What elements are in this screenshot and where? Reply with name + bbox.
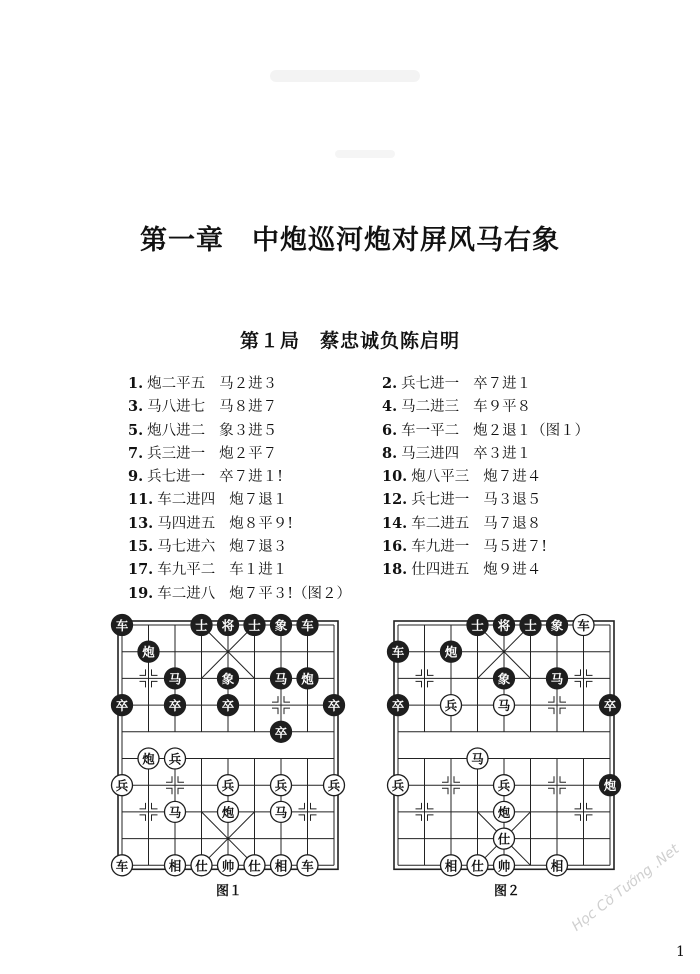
position-marker	[140, 669, 146, 675]
black-move: 炮８平９!	[229, 515, 294, 532]
move-number: 6.	[382, 421, 398, 439]
red-move: 兵三进一	[147, 445, 206, 462]
piece-label: 兵	[221, 778, 235, 794]
piece-label: 马	[274, 804, 288, 820]
red-move: 仕四进五	[411, 562, 470, 579]
position-marker	[575, 803, 581, 809]
piece-label: 象	[550, 618, 564, 633]
red-move: 兵七进一	[401, 376, 460, 392]
chapter-title: 第一章 中炮巡河炮对屏风马右象	[140, 225, 560, 256]
position-marker	[140, 681, 146, 687]
red-move: 炮二平五	[147, 376, 206, 392]
move-row	[128, 558, 351, 581]
piece-label: 帅	[221, 858, 235, 874]
move-row	[128, 465, 351, 488]
position-marker	[575, 669, 581, 675]
position-marker	[299, 803, 305, 809]
move-row	[128, 442, 351, 465]
position-marker	[140, 803, 146, 809]
piece-label: 士	[524, 618, 537, 633]
red-move: 马三进四	[401, 445, 460, 462]
move-row	[382, 465, 589, 488]
position-marker	[152, 681, 158, 687]
piece-label: 相	[274, 858, 288, 874]
red-move: 兵七进一	[411, 492, 470, 509]
black-move: 炮２退１（图１）	[473, 422, 590, 439]
piece-label: 卒	[115, 698, 129, 714]
move-row	[382, 488, 589, 511]
position-marker	[166, 776, 172, 782]
position-marker	[311, 815, 317, 821]
piece-label: 卒	[391, 698, 405, 714]
red-move: 马八进七	[147, 399, 206, 416]
position-marker	[416, 681, 422, 687]
position-marker	[560, 708, 566, 714]
red-move: 马二进三	[401, 399, 460, 416]
black-move: 马３退５	[483, 492, 542, 509]
move-number: 15.	[128, 538, 154, 556]
position-marker	[272, 708, 278, 714]
piece-label: 仕	[195, 858, 208, 874]
position-marker	[284, 708, 290, 714]
position-marker	[575, 681, 581, 687]
position-marker	[299, 815, 305, 821]
move-number: 12.	[382, 491, 408, 509]
piece-label: 象	[274, 618, 288, 633]
position-marker	[152, 815, 158, 821]
move-row	[128, 395, 351, 418]
position-marker	[454, 776, 460, 782]
move-number: 5.	[128, 421, 144, 439]
piece-label: 卒	[603, 698, 617, 714]
piece-label: 兵	[168, 751, 182, 767]
position-marker	[548, 696, 554, 702]
position-marker	[587, 681, 593, 687]
red-move: 炮八平三	[411, 469, 470, 486]
piece-label: 车	[301, 618, 314, 633]
piece-label: 将	[497, 618, 511, 633]
piece-label: 士	[195, 618, 208, 633]
black-move: 马８进７	[219, 399, 278, 416]
black-move: 炮７进４	[483, 469, 542, 486]
red-move: 车一平二	[401, 422, 460, 439]
move-row	[382, 442, 589, 465]
position-marker	[178, 776, 184, 782]
figure-caption-1: 图１	[216, 884, 243, 899]
bleed-through-text	[270, 70, 420, 82]
position-marker	[284, 696, 290, 702]
move-number: 8.	[382, 444, 398, 462]
piece-label: 士	[248, 618, 261, 633]
piece-label: 兵	[115, 778, 129, 794]
move-row	[382, 558, 589, 581]
black-move: 马７退８	[483, 515, 542, 532]
piece-label: 车	[391, 644, 405, 660]
piece-label: 车	[577, 618, 590, 633]
position-marker	[560, 788, 566, 794]
piece-label: 相	[550, 858, 564, 874]
move-number: 1.	[128, 375, 144, 392]
position-marker	[152, 669, 158, 675]
move-number: 11.	[128, 491, 154, 509]
piece-label: 相	[444, 858, 458, 874]
black-move: 卒３进１	[473, 445, 532, 462]
move-number: 13.	[128, 514, 154, 532]
piece-label: 炮	[497, 804, 511, 820]
move-row	[128, 512, 351, 535]
page-number: 1	[676, 944, 685, 960]
move-number: 2.	[382, 375, 398, 392]
black-move: 马２进３	[219, 376, 278, 392]
piece-label: 炮	[603, 778, 617, 794]
position-marker	[587, 815, 593, 821]
red-move: 车二进八	[157, 585, 216, 602]
piece-label: 马	[471, 751, 484, 767]
black-move: 炮７退３	[229, 539, 288, 556]
piece-label: 相	[168, 858, 182, 874]
position-marker	[272, 696, 278, 702]
piece-label: 兵	[274, 778, 288, 794]
move-row	[128, 419, 351, 442]
chess-board-diagram-1	[104, 607, 360, 877]
black-move: 炮７退１	[229, 492, 288, 509]
piece-label: 帅	[497, 858, 511, 874]
position-marker	[548, 708, 554, 714]
black-move: 卒７进１!	[219, 469, 283, 486]
position-marker	[548, 776, 554, 782]
piece-label: 马	[274, 671, 288, 687]
move-number: 3.	[128, 398, 144, 416]
piece-label: 卒	[221, 698, 235, 714]
move-number: 4.	[382, 398, 398, 416]
piece-label: 炮	[142, 751, 155, 767]
position-marker	[166, 788, 172, 794]
move-row	[128, 488, 351, 511]
move-row	[382, 419, 589, 442]
position-marker	[442, 776, 448, 782]
red-move: 马七进六	[157, 539, 216, 556]
position-marker	[428, 803, 434, 809]
position-marker	[178, 788, 184, 794]
piece-label: 马	[168, 804, 182, 820]
move-row	[382, 395, 589, 418]
piece-label: 兵	[391, 778, 405, 794]
move-number: 9.	[128, 468, 144, 486]
piece-label: 卒	[168, 698, 182, 714]
piece-label: 炮	[221, 804, 235, 820]
position-marker	[454, 788, 460, 794]
piece-label: 卒	[274, 724, 288, 740]
watermark: Học Cờ Tướng .Net	[568, 841, 683, 935]
piece-label: 仕	[471, 858, 484, 874]
move-row	[382, 372, 589, 395]
position-marker	[140, 815, 146, 821]
piece-label: 象	[497, 671, 511, 687]
position-marker	[442, 788, 448, 794]
move-number: 19.	[128, 584, 154, 602]
move-row	[382, 512, 589, 535]
piece-label: 马	[168, 671, 182, 687]
bleed-through-text	[335, 150, 395, 158]
black-move: 炮９进４	[483, 562, 542, 579]
piece-label: 马	[550, 671, 564, 687]
piece-label: 卒	[327, 698, 341, 714]
figure-caption-2: 图２	[494, 884, 521, 899]
position-marker	[311, 803, 317, 809]
red-move: 车二进五	[411, 515, 470, 532]
black-move: 车９平８	[473, 399, 532, 416]
move-number: 16.	[382, 538, 408, 556]
black-move: 马５进７!	[483, 539, 548, 556]
piece-label: 士	[471, 618, 484, 633]
position-marker	[152, 803, 158, 809]
moves-list-left	[128, 372, 351, 605]
position-marker	[587, 803, 593, 809]
piece-label: 将	[221, 618, 235, 633]
move-number: 18.	[382, 561, 408, 579]
piece-label: 车	[115, 858, 129, 874]
move-number: 10.	[382, 468, 408, 486]
piece-label: 象	[221, 671, 235, 687]
black-move: 象３进５	[219, 422, 278, 439]
black-move: 车１进１	[229, 562, 288, 579]
piece-label: 炮	[301, 671, 314, 687]
black-move: 卒７进１	[473, 376, 532, 392]
move-number: 17.	[128, 561, 154, 579]
position-marker	[548, 788, 554, 794]
position-marker	[428, 669, 434, 675]
piece-label: 仕	[497, 831, 511, 847]
black-move: 炮７平３!（图２）	[229, 585, 352, 602]
position-marker	[428, 681, 434, 687]
piece-label: 炮	[142, 644, 155, 660]
black-move: 炮２平７	[219, 445, 278, 462]
position-marker	[416, 815, 422, 821]
red-move: 车九平二	[157, 562, 216, 579]
chess-board-diagram-2	[380, 607, 636, 877]
position-marker	[575, 815, 581, 821]
position-marker	[560, 776, 566, 782]
red-move: 马四进五	[157, 515, 216, 532]
move-row	[128, 582, 351, 605]
position-marker	[560, 696, 566, 702]
piece-label: 车	[301, 858, 314, 874]
position-marker	[416, 669, 422, 675]
move-number: 7.	[128, 444, 144, 462]
red-move: 车二进四	[157, 492, 216, 509]
game-title: 第１局 蔡忠诚负陈启明	[239, 330, 460, 352]
piece-label: 车	[115, 618, 129, 633]
piece-label: 兵	[327, 778, 341, 794]
piece-label: 仕	[248, 858, 261, 874]
position-marker	[416, 803, 422, 809]
position-marker	[428, 815, 434, 821]
moves-list-right	[382, 372, 589, 582]
move-row	[128, 535, 351, 558]
red-move: 兵七进一	[147, 469, 206, 486]
move-number: 14.	[382, 514, 408, 532]
red-move: 炮八进二	[147, 422, 206, 439]
piece-label: 马	[497, 698, 511, 714]
move-row	[128, 372, 351, 395]
red-move: 车九进一	[411, 539, 470, 556]
piece-label: 炮	[444, 644, 458, 660]
piece-label: 兵	[497, 778, 511, 794]
piece-label: 兵	[444, 698, 458, 714]
position-marker	[587, 669, 593, 675]
move-row	[382, 535, 589, 558]
